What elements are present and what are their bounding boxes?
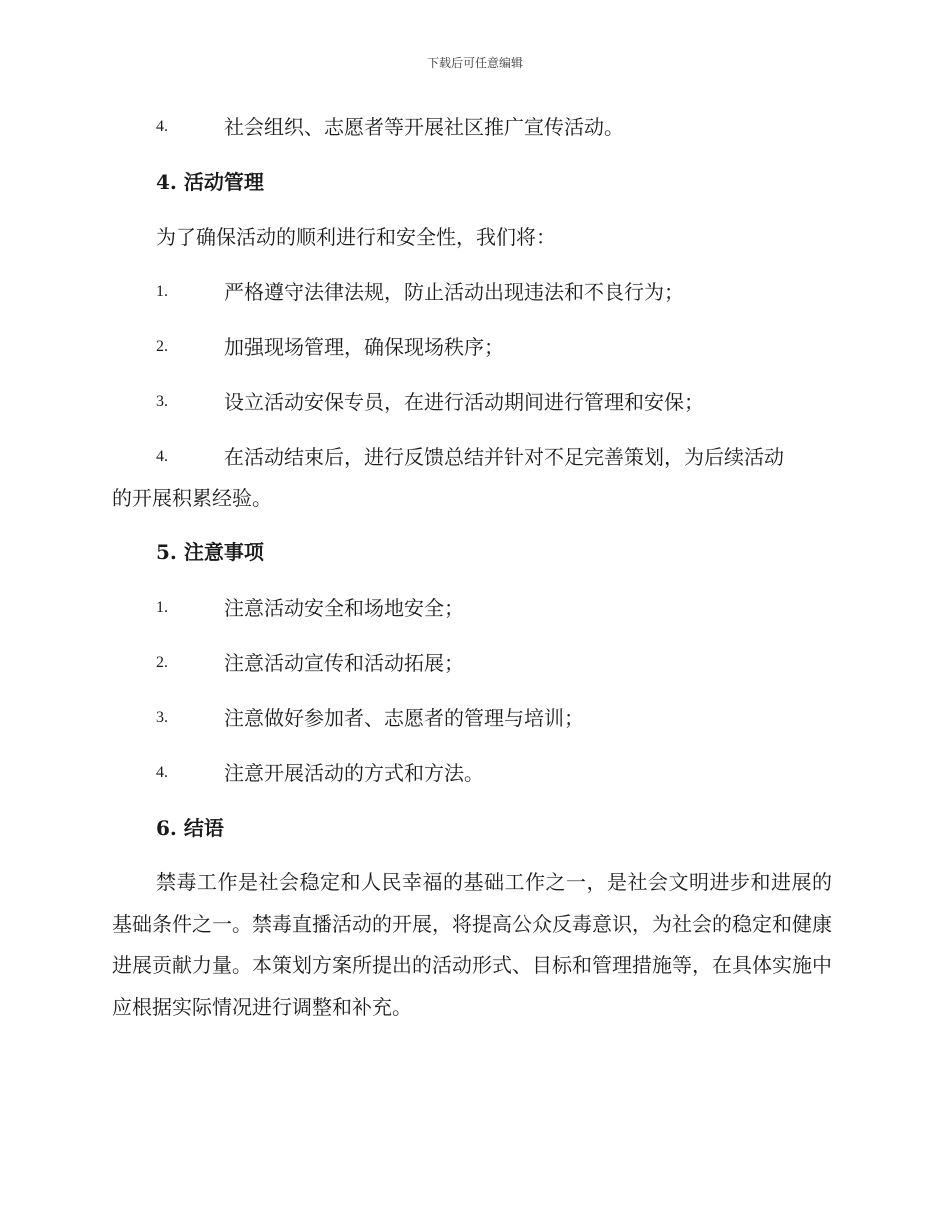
list-item-text: 注意做好参加者、志愿者的管理与培训； — [224, 706, 584, 730]
section-heading-5: 5. 注意事项 — [156, 540, 264, 564]
list-item-text: 注意开展活动的方式和方法。 — [224, 761, 484, 785]
list-item-number: 3. — [156, 393, 168, 410]
section-heading-4: 4. 活动管理 — [156, 170, 264, 194]
list-item-text: 在活动结束后，进行反馈总结并针对不足完善策划，为后续活动 — [224, 445, 784, 469]
list-item-number: 4. — [156, 764, 168, 781]
page-header: 下载后可任意编辑 — [426, 56, 523, 70]
list-item-text: 社会组织、志愿者等开展社区推广宣传活动。 — [224, 115, 624, 139]
list-item-number: 4. — [156, 448, 168, 465]
conclusion-paragraph: 禁毒工作是社会稳定和人民幸福的基础工作之一，是社会文明进步和进展的基础条件之一。禁毒直播活动的开展，将提高公众反毒意识，为社会的稳定和健康进展贡献力量。本策划方案所提出的活动形式、目标和管理措施等，在具体实施中应根据实际情况进行调整和补充。 — [112, 870, 832, 1019]
list-item-text-continued: 的开展积累经验。 — [112, 486, 272, 510]
list-item-text: 设立活动安保专员，在进行活动期间进行管理和安保； — [224, 390, 704, 414]
section-heading-6: 6. 结语 — [156, 816, 224, 840]
list-item-number: 4. — [156, 118, 168, 135]
list-item-number: 2. — [156, 338, 168, 355]
list-item-text: 加强现场管理，确保现场秩序； — [224, 335, 504, 359]
list-item-number: 1. — [156, 599, 168, 616]
list-item-number: 2. — [156, 654, 168, 671]
list-item-text: 注意活动安全和场地安全； — [224, 596, 464, 620]
list-item-text: 严格遵守法律法规，防止活动出现违法和不良行为； — [224, 280, 684, 304]
list-item-number: 3. — [156, 709, 168, 726]
list-item-text: 注意活动宣传和活动拓展； — [224, 651, 464, 675]
section-intro: 为了确保活动的顺利进行和安全性，我们将： — [156, 225, 556, 249]
list-item-number: 1. — [156, 283, 168, 300]
